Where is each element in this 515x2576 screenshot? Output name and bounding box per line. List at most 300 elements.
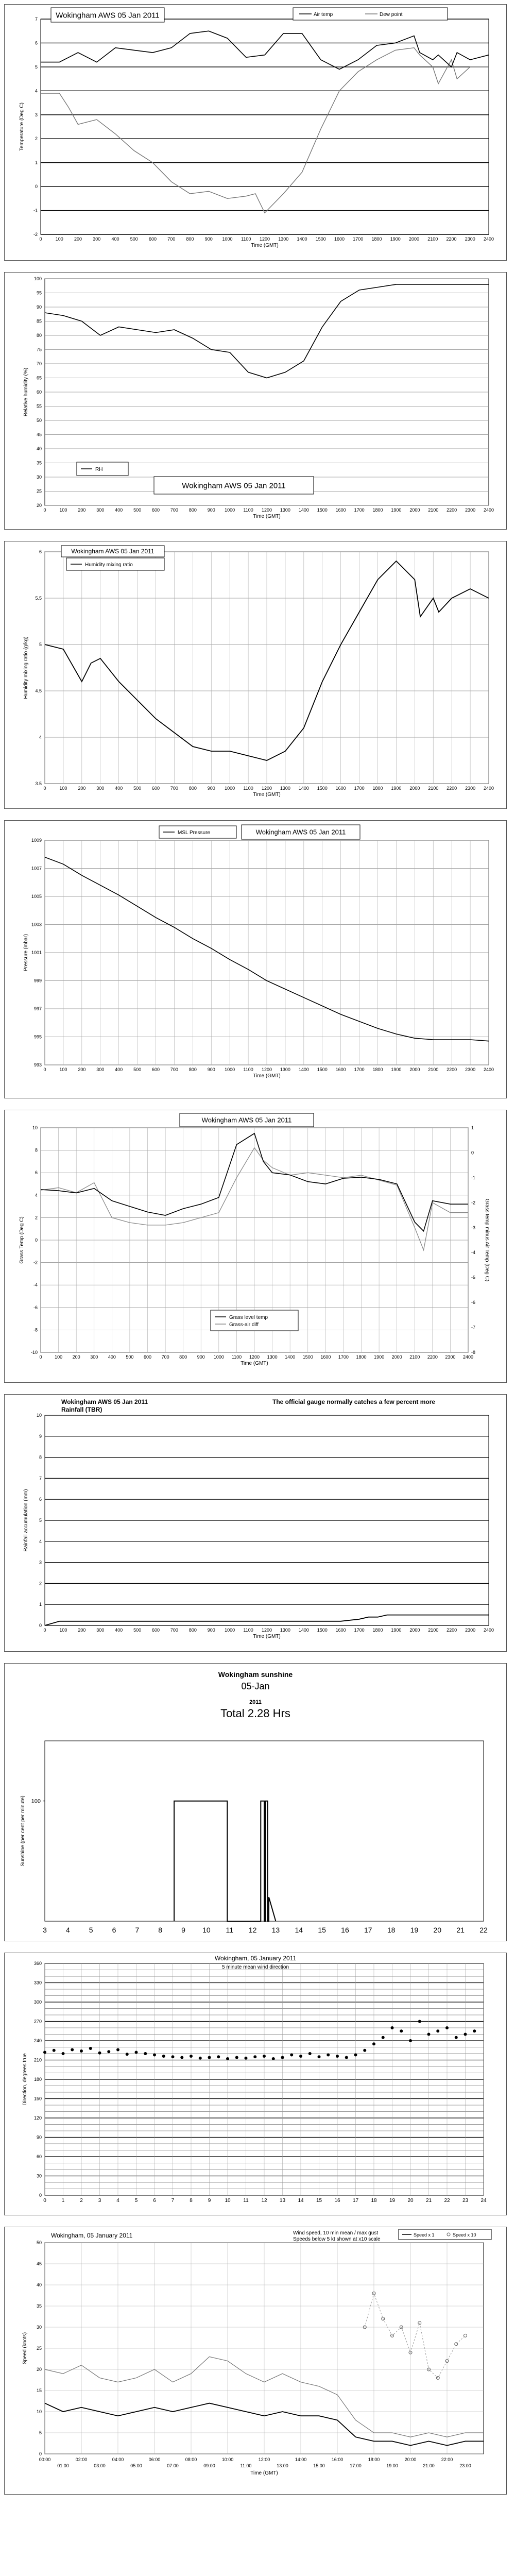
x-tick-label: 1600 [335, 786, 346, 791]
direction-point [327, 2054, 330, 2057]
x-tick-label: 20 [407, 2198, 414, 2204]
x-tick-label: 1500 [317, 1628, 328, 1633]
y-tick-label: 993 [33, 1062, 42, 1067]
y-tick-label: 150 [33, 2096, 42, 2102]
x-tick-label: 1800 [371, 236, 382, 242]
rainfall-chart-panel [4, 1394, 507, 1652]
legend-label: Air temp [314, 12, 333, 18]
x-tick-label: 2000 [408, 236, 420, 242]
y-tick-label: -1 [33, 208, 38, 213]
y-tick-label: 25 [36, 2346, 42, 2351]
y-tick-label: 300 [33, 1999, 42, 2005]
chart-total: Total 2.28 Hrs [220, 1707, 290, 1720]
direction-point [363, 2049, 366, 2052]
y-tick-label: 5 [39, 2430, 42, 2435]
y-tick-label: 7 [39, 1476, 42, 1481]
y-tick-label: 10 [36, 2409, 42, 2414]
x-tick-label: 100 [59, 1067, 67, 1072]
y-tick-label: 120 [33, 2115, 42, 2121]
y-tick-label: 1003 [31, 922, 42, 927]
y-tick-label: 60 [36, 389, 42, 395]
grass-temp-chart [5, 1110, 506, 1382]
y-tick-label: 80 [36, 333, 42, 338]
x-tick-label: 1000 [225, 786, 235, 791]
direction-point [217, 2055, 220, 2058]
x-tick-label: 16 [341, 1926, 349, 1934]
x-tick-label: 1 [61, 2198, 65, 2204]
x-tick-label: 05:00 [130, 2463, 142, 2468]
x-tick-label: 03:00 [94, 2463, 106, 2468]
x-tick-label: 600 [151, 1628, 160, 1633]
x-tick-label: 1100 [231, 1354, 242, 1360]
temperature-chart-panel [4, 4, 507, 261]
x-tick-label: 10 [225, 2198, 231, 2204]
y-axis-title: Humidity mixing ratio (g/kg) [23, 636, 29, 699]
x-tick-label: 400 [115, 507, 123, 513]
x-tick-label: 08:00 [185, 2457, 197, 2462]
x-tick-label: 900 [207, 1067, 215, 1072]
y2-axis-title: Grass temp minus Air Temp (Deg C) [484, 1198, 490, 1282]
x-tick-label: 1700 [353, 236, 364, 242]
direction-point [180, 2056, 183, 2059]
x-tick-label: 1500 [302, 1354, 313, 1360]
x-tick-label: 2300 [465, 786, 476, 791]
x-tick-label: 1200 [259, 236, 270, 242]
x-tick-label: 1200 [261, 786, 272, 791]
x-tick-label: 3 [43, 1926, 47, 1934]
y-tick-label: 85 [36, 318, 42, 324]
x-tick-label: 1900 [391, 1628, 402, 1633]
x-tick-label: 18:00 [368, 2457, 380, 2462]
y-tick-label: 50 [36, 418, 42, 423]
x-tick-label: 800 [188, 786, 197, 791]
x-tick-label: 22 [444, 2198, 450, 2204]
mixing-ratio-chart [5, 541, 506, 808]
x-tick-label: 200 [78, 1628, 86, 1633]
x-tick-label: 100 [59, 786, 67, 791]
y2-tick-label: -3 [471, 1225, 476, 1230]
x-tick-label: 800 [188, 507, 197, 513]
chart-title: Wokingham sunshine [218, 1670, 293, 1679]
x-tick-label: 1700 [354, 786, 365, 791]
y-tick-label: 9 [39, 1433, 42, 1439]
direction-point [98, 2052, 101, 2055]
y-tick-label: 95 [36, 290, 42, 296]
x-axis-title: Time (GMT) [241, 1361, 268, 1366]
direction-point [253, 2055, 256, 2058]
y-tick-label: 100 [33, 276, 42, 281]
y-tick-label: 270 [33, 2019, 42, 2024]
y-tick-label: 10 [36, 1413, 42, 1418]
y-tick-label: 30 [36, 2173, 42, 2179]
x-tick-label: 500 [130, 236, 138, 242]
y2-tick-label: 1 [471, 1125, 474, 1130]
x-tick-label: 100 [55, 236, 63, 242]
x-tick-label: 1700 [354, 1628, 365, 1633]
x-tick-label: 2100 [428, 1628, 439, 1633]
x-tick-label: 1900 [391, 507, 402, 513]
y-tick-label: 50 [36, 2240, 42, 2245]
x-tick-label: 10 [202, 1926, 211, 1934]
x-tick-label: 14:00 [295, 2457, 307, 2462]
x-tick-label: 0 [43, 1067, 46, 1072]
x-tick-label: 07:00 [167, 2463, 179, 2468]
x-tick-label: 20:00 [404, 2457, 417, 2462]
chart-subtitle: Wind speed, 10 min mean / max gust [293, 2230, 379, 2236]
x-tick-label: 04:00 [112, 2457, 124, 2462]
direction-point [80, 2049, 83, 2053]
x-tick-label: 2000 [409, 1628, 420, 1633]
x-tick-label: 500 [133, 786, 142, 791]
x-tick-label: 700 [170, 1628, 178, 1633]
y2-tick-label: -5 [471, 1275, 476, 1280]
x-tick-label: 900 [207, 507, 215, 513]
humidity-chart-panel [4, 272, 507, 530]
x-tick-label: 1000 [225, 1628, 235, 1633]
x-tick-label: 1400 [298, 786, 309, 791]
x-tick-label: 100 [55, 1354, 63, 1360]
y-axis-title: Pressure (mbar) [23, 934, 29, 972]
direction-point [445, 2026, 449, 2029]
y-tick-label: 35 [36, 2303, 42, 2309]
chart-year: 2011 [249, 1699, 262, 1705]
x-tick-label: 12:00 [258, 2457, 270, 2462]
y2-tick-label: -6 [471, 1300, 476, 1306]
x-axis-title: Time (GMT) [253, 1634, 281, 1639]
x-tick-label: 17:00 [350, 2463, 362, 2468]
x-tick-label: 2 [80, 2198, 83, 2204]
y-tick-label: 0 [39, 2451, 42, 2456]
x-tick-label: 2300 [465, 236, 475, 242]
pressure-chart [5, 821, 506, 1098]
y-tick-label: 3 [39, 1560, 42, 1565]
x-tick-label: 00:00 [39, 2457, 51, 2462]
x-tick-label: 4 [65, 1926, 70, 1934]
x-tick-label: 2300 [465, 507, 476, 513]
x-tick-label: 17 [364, 1926, 372, 1934]
chart-title: Wokingham AWS 05 Jan 2011 [182, 481, 286, 490]
x-tick-label: 1800 [372, 1067, 383, 1072]
x-tick-label: 1000 [225, 1067, 235, 1072]
x-tick-label: 1900 [390, 236, 401, 242]
x-tick-label: 2000 [391, 1354, 402, 1360]
x-tick-label: 1600 [334, 236, 345, 242]
y-tick-label: 3.5 [35, 781, 42, 786]
y-tick-label: 5 [39, 1518, 42, 1523]
x-tick-label: 700 [170, 1067, 178, 1072]
x-tick-label: 2100 [409, 1354, 420, 1360]
x-tick-label: 21:00 [423, 2463, 435, 2468]
y-axis-title: Sunshine (per cent per minute) [20, 1795, 26, 1867]
y-tick-label: 55 [36, 403, 42, 409]
x-tick-label: 10:00 [221, 2457, 234, 2462]
wind-speed-chart [5, 2227, 506, 2494]
x-tick-label: 300 [96, 507, 105, 513]
y-tick-label: 7 [35, 16, 38, 22]
y-tick-label: 0 [39, 2193, 42, 2198]
x-tick-label: 13 [279, 2198, 286, 2204]
direction-point [427, 2033, 431, 2036]
direction-point [354, 2054, 357, 2057]
x-tick-label: 1200 [261, 507, 272, 513]
x-tick-label: 06:00 [148, 2457, 161, 2462]
x-tick-label: 900 [207, 1628, 215, 1633]
x-tick-label: 2400 [483, 236, 494, 242]
y-tick-label: 6 [35, 1170, 38, 1176]
y-tick-label: 330 [33, 1980, 42, 1986]
x-tick-label: 1000 [222, 236, 233, 242]
x-tick-label: 23:00 [459, 2463, 471, 2468]
x-tick-label: 1400 [298, 1067, 309, 1072]
chart-title: Wokingham, 05 January 2011 [214, 1955, 297, 1962]
y-tick-label: 40 [36, 446, 42, 451]
grass-temp-chart-panel [4, 1110, 507, 1383]
direction-point [299, 2055, 302, 2058]
x-tick-label: 21 [456, 1926, 465, 1934]
y-tick-label: 4 [39, 735, 42, 740]
y-axis-title: Direction, degrees true [22, 2053, 28, 2106]
x-tick-label: 16 [334, 2198, 340, 2204]
direction-point [208, 2056, 211, 2059]
x-tick-label: 400 [115, 1067, 123, 1072]
x-tick-label: 700 [167, 236, 176, 242]
x-tick-label: 7 [171, 2198, 175, 2204]
x-tick-label: 700 [161, 1354, 169, 1360]
x-tick-label: 11 [243, 2198, 249, 2204]
direction-point [126, 2053, 129, 2056]
direction-point [372, 2042, 375, 2045]
y-tick-label: 999 [33, 978, 42, 984]
x-tick-label: 17 [352, 2198, 359, 2204]
y-tick-label: 360 [33, 1961, 42, 1966]
x-tick-label: 1100 [243, 507, 253, 513]
y-tick-label: 1009 [31, 838, 42, 843]
y-axis-title: Grass Temp (Deg C) [19, 1216, 25, 1264]
x-axis-title: Time (GMT) [253, 1073, 281, 1079]
y-tick-label: 1001 [31, 950, 42, 955]
chart-title: Wokingham AWS 05 Jan 2011 [201, 1116, 292, 1124]
y-tick-label: 2 [35, 136, 38, 142]
x-tick-label: 19:00 [386, 2463, 398, 2468]
wind-direction-chart [5, 1953, 506, 2215]
x-tick-label: 19 [389, 2198, 396, 2204]
x-tick-label: 6 [153, 2198, 156, 2204]
x-tick-label: 1300 [280, 507, 290, 513]
y2-tick-label: -2 [471, 1200, 476, 1206]
x-tick-label: 500 [133, 1067, 142, 1072]
y-tick-label: 2 [39, 1581, 42, 1586]
x-tick-label: 1400 [298, 1628, 309, 1633]
y-tick-label: 45 [36, 432, 42, 437]
x-tick-label: 21 [425, 2198, 432, 2204]
x-tick-label: 300 [93, 236, 101, 242]
x-tick-label: 2100 [428, 507, 439, 513]
x-tick-label: 22:00 [441, 2457, 453, 2462]
x-axis-title: Time (GMT) [250, 2470, 278, 2476]
direction-point [199, 2057, 202, 2060]
direction-point [53, 2049, 56, 2052]
x-tick-label: 1300 [280, 1628, 290, 1633]
x-tick-label: 600 [148, 236, 157, 242]
y-tick-label: 35 [36, 460, 42, 466]
y-axis-title: Rainfall accumulation (mm) [23, 1489, 29, 1552]
x-tick-label: 900 [197, 1354, 205, 1360]
direction-point [281, 2056, 284, 2059]
direction-point [391, 2026, 394, 2029]
x-tick-label: 2300 [445, 1354, 456, 1360]
direction-point [382, 2036, 385, 2039]
x-tick-label: 22 [479, 1926, 488, 1934]
direction-point [89, 2047, 92, 2050]
x-tick-label: 900 [204, 236, 213, 242]
legend-label: Speed x 1 [414, 2232, 435, 2238]
x-tick-label: 1300 [280, 786, 290, 791]
legend-label: MSL Pressure [178, 830, 210, 836]
x-tick-label: 500 [126, 1354, 134, 1360]
chart-note: Speeds below 5 kt shown at x10 scale [293, 2236, 381, 2242]
x-tick-label: 800 [188, 1628, 197, 1633]
x-tick-label: 8 [158, 1926, 163, 1934]
chart-date: 05-Jan [241, 1681, 270, 1691]
x-tick-label: 18 [371, 2198, 377, 2204]
y2-tick-label: -8 [471, 1350, 476, 1355]
direction-point [171, 2055, 175, 2058]
x-tick-label: 2000 [409, 1067, 420, 1072]
y-tick-label: 100 [31, 1798, 41, 1805]
x-tick-label: 1800 [372, 786, 383, 791]
y-tick-label: 8 [35, 1147, 38, 1153]
y-tick-label: 90 [36, 304, 42, 310]
y-tick-label: 5 [39, 642, 42, 647]
x-tick-label: 5 [134, 2198, 138, 2204]
x-axis-title: Time (GMT) [251, 243, 279, 248]
x-tick-label: 300 [96, 1067, 105, 1072]
x-tick-label: 1200 [249, 1354, 260, 1360]
legend-label: Grass-air diff [229, 1322, 259, 1328]
direction-point [290, 2054, 293, 2057]
x-tick-label: 400 [115, 1628, 123, 1633]
x-tick-label: 19 [410, 1926, 419, 1934]
legend-label: RH [95, 467, 103, 472]
x-tick-label: 12 [248, 1926, 257, 1934]
y-tick-label: 90 [36, 2134, 42, 2140]
x-tick-label: 15 [318, 1926, 326, 1934]
x-tick-label: 2000 [409, 507, 420, 513]
x-tick-label: 9 [181, 1926, 185, 1934]
y-tick-label: 30 [36, 2325, 42, 2330]
x-tick-label: 200 [78, 786, 86, 791]
y-tick-label: 5 [35, 64, 38, 70]
x-tick-label: 2000 [409, 786, 420, 791]
x-tick-label: 1800 [372, 507, 383, 513]
y-tick-label: 65 [36, 375, 42, 381]
y-tick-label: 4 [35, 88, 38, 94]
x-tick-label: 02:00 [75, 2457, 88, 2462]
chart-title: Wokingham AWS 05 Jan 2011 [61, 1398, 148, 1405]
y-tick-label: 1007 [31, 866, 42, 871]
x-tick-label: 1600 [320, 1354, 331, 1360]
direction-point [400, 2029, 403, 2032]
direction-point [116, 2048, 119, 2052]
direction-point [144, 2052, 147, 2055]
direction-point [135, 2051, 138, 2054]
direction-point [418, 2020, 421, 2023]
x-tick-label: 1700 [354, 1067, 365, 1072]
x-tick-label: 2400 [483, 507, 494, 513]
y2-tick-label: -1 [471, 1175, 476, 1180]
x-tick-label: 7 [135, 1926, 140, 1934]
legend-box [211, 1310, 298, 1331]
chart-title: Wokingham AWS 05 Jan 2011 [71, 548, 154, 555]
x-tick-label: 2100 [427, 236, 438, 242]
direction-point [235, 2056, 238, 2059]
x-tick-label: 200 [72, 1354, 80, 1360]
x-tick-label: 1400 [298, 507, 309, 513]
chart-title: Wokingham, 05 January 2011 [51, 2232, 133, 2239]
legend-label: Dew point [380, 12, 403, 18]
x-tick-label: 1700 [338, 1354, 349, 1360]
x-tick-label: 300 [96, 1628, 105, 1633]
x-tick-label: 600 [151, 786, 160, 791]
x-tick-label: 2200 [447, 786, 457, 791]
x-tick-label: 1600 [335, 507, 346, 513]
x-tick-label: 2100 [428, 786, 439, 791]
x-tick-label: 1800 [372, 1628, 383, 1633]
x-tick-label: 1200 [261, 1628, 272, 1633]
direction-point [436, 2029, 439, 2032]
y-tick-label: 45 [36, 2261, 42, 2266]
x-tick-label: 100 [59, 507, 67, 513]
plot-area [41, 19, 489, 234]
x-tick-label: 16:00 [331, 2457, 344, 2462]
direction-point [226, 2057, 229, 2060]
x-tick-label: 600 [151, 1067, 160, 1072]
y-tick-label: 20 [36, 503, 42, 508]
x-tick-label: 1000 [213, 1354, 224, 1360]
y-tick-label: -8 [33, 1327, 38, 1333]
x-tick-label: 09:00 [203, 2463, 215, 2468]
x-tick-label: 2200 [447, 1628, 457, 1633]
sunshine-chart [5, 1664, 506, 1941]
chart-title: Wokingham AWS 05 Jan 2011 [255, 828, 346, 836]
x-tick-label: 0 [39, 236, 42, 242]
x-tick-label: 6 [112, 1926, 116, 1934]
x-tick-label: 1700 [354, 507, 365, 513]
y-tick-label: 5.5 [35, 596, 42, 601]
x-tick-label: 2400 [483, 786, 494, 791]
direction-point [473, 2029, 476, 2032]
chart-annotation: The official gauge normally catches a few percent more [272, 1398, 436, 1405]
x-tick-label: 11:00 [240, 2463, 252, 2468]
x-tick-label: 1000 [225, 507, 235, 513]
y-tick-label: 10 [32, 1125, 38, 1130]
direction-point [263, 2055, 266, 2058]
y-tick-label: 15 [36, 2388, 42, 2393]
x-tick-label: 1300 [278, 236, 289, 242]
x-tick-label: 100 [59, 1628, 67, 1633]
y-tick-label: 8 [39, 1454, 42, 1460]
y-tick-label: 1 [39, 1602, 42, 1607]
x-tick-label: 5 [89, 1926, 93, 1934]
direction-point [162, 2055, 165, 2058]
y-tick-label: 997 [33, 1006, 42, 1011]
chart-subtitle: 5 minute mean wind direction [221, 1964, 289, 1970]
direction-point [43, 2051, 46, 2054]
x-tick-label: 1600 [335, 1628, 346, 1633]
x-tick-label: 20 [433, 1926, 442, 1934]
y-tick-label: 25 [36, 488, 42, 494]
y-tick-label: -2 [33, 1260, 38, 1265]
